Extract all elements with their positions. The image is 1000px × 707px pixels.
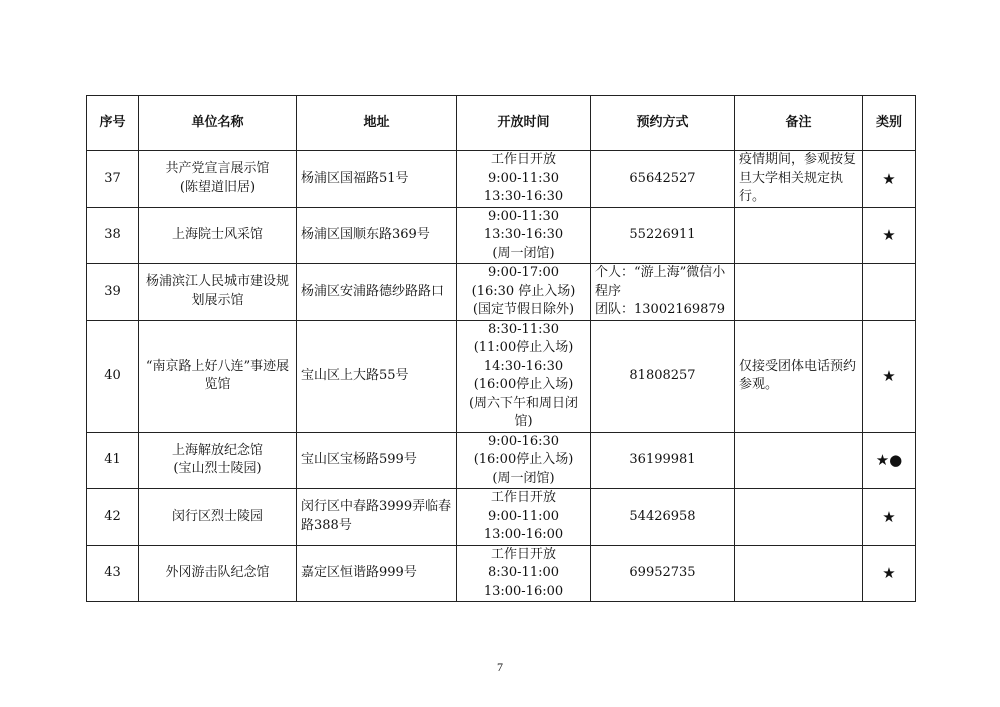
table-row [87,264,916,321]
header-category: 类别 [863,96,916,151]
header-booking: 预约方式 [591,96,735,151]
page-number: 7 [497,660,503,674]
cell-hours: 工作日开放 9:00-11:30 13:30-16:30 [457,151,591,208]
cell-name: 闵行区烈士陵园 [139,489,297,546]
header-no: 序号 [87,96,139,151]
header-address: 地址 [297,96,457,151]
cell-address: 杨浦区安浦路德纱路路口 [297,264,457,321]
cell-remark [735,489,863,546]
cell-booking: 81808257 [591,320,735,432]
cell-booking: 个人：“游上海”微信小程序 团队：13002169879 [591,264,735,321]
table-row [87,432,916,489]
cell-name: 外冈游击队纪念馆 [139,545,297,602]
cell-remark [735,207,863,264]
cell-address: 杨浦区国福路51号 [297,151,457,208]
cell-category: ★ [863,489,916,546]
table-row [87,151,916,208]
cell-hours: 工作日开放 9:00-11:00 13:00-16:00 [457,489,591,546]
header-hours: 开放时间 [457,96,591,151]
table-row [87,320,916,432]
cell-category [863,264,916,321]
header-name: 单位名称 [139,96,297,151]
cell-address: 杨浦区国顺东路369号 [297,207,457,264]
header-remark: 备注 [735,96,863,151]
cell-category: ★ [863,320,916,432]
cell-category: ★● [863,432,916,489]
cell-address: 宝山区上大路55号 [297,320,457,432]
cell-hours: 9:00-17:00 (16:30 停止入场) (国定节假日除外) [457,264,591,321]
cell-address: 嘉定区恒谐路999号 [297,545,457,602]
venue-table [86,95,916,602]
cell-no: 38 [87,207,139,264]
table-row [87,489,916,546]
cell-no: 40 [87,320,139,432]
cell-name: 杨浦滨江人民城市建设规划展示馆 [139,264,297,321]
cell-no: 43 [87,545,139,602]
cell-no: 39 [87,264,139,321]
cell-hours: 工作日开放 8:30-11:00 13:00-16:00 [457,545,591,602]
cell-name: 共产党宣言展示馆 (陈望道旧居) [139,151,297,208]
cell-no: 42 [87,489,139,546]
cell-booking: 55226911 [591,207,735,264]
cell-no: 41 [87,432,139,489]
cell-hours: 9:00-11:30 13:30-16:30 (周一闭馆) [457,207,591,264]
cell-name: 上海解放纪念馆 (宝山烈士陵园) [139,432,297,489]
cell-category: ★ [863,545,916,602]
cell-name: “南京路上好八连”事迹展览馆 [139,320,297,432]
cell-remark [735,264,863,321]
table-row [87,545,916,602]
cell-category: ★ [863,151,916,208]
table-header-row [87,96,916,151]
cell-booking: 54426958 [591,489,735,546]
cell-category: ★ [863,207,916,264]
cell-booking: 36199981 [591,432,735,489]
cell-remark [735,545,863,602]
cell-address: 闵行区中春路3999弄临春路388号 [297,489,457,546]
cell-hours: 9:00-16:30 (16:00停止入场) (周一闭馆) [457,432,591,489]
cell-remark [735,432,863,489]
cell-remark: 仅接受团体电话预约参观。 [735,320,863,432]
cell-address: 宝山区宝杨路599号 [297,432,457,489]
cell-hours: 8:30-11:30 (11:00停止入场) 14:30-16:30 (16:00停止入场) (周六下午和周日闭馆) [457,320,591,432]
cell-no: 37 [87,151,139,208]
cell-booking: 65642527 [591,151,735,208]
table-row [87,207,916,264]
cell-name: 上海院士风采馆 [139,207,297,264]
cell-remark: 疫情期间，参观按复旦大学相关规定执行。 [735,151,863,208]
cell-booking: 69952735 [591,545,735,602]
